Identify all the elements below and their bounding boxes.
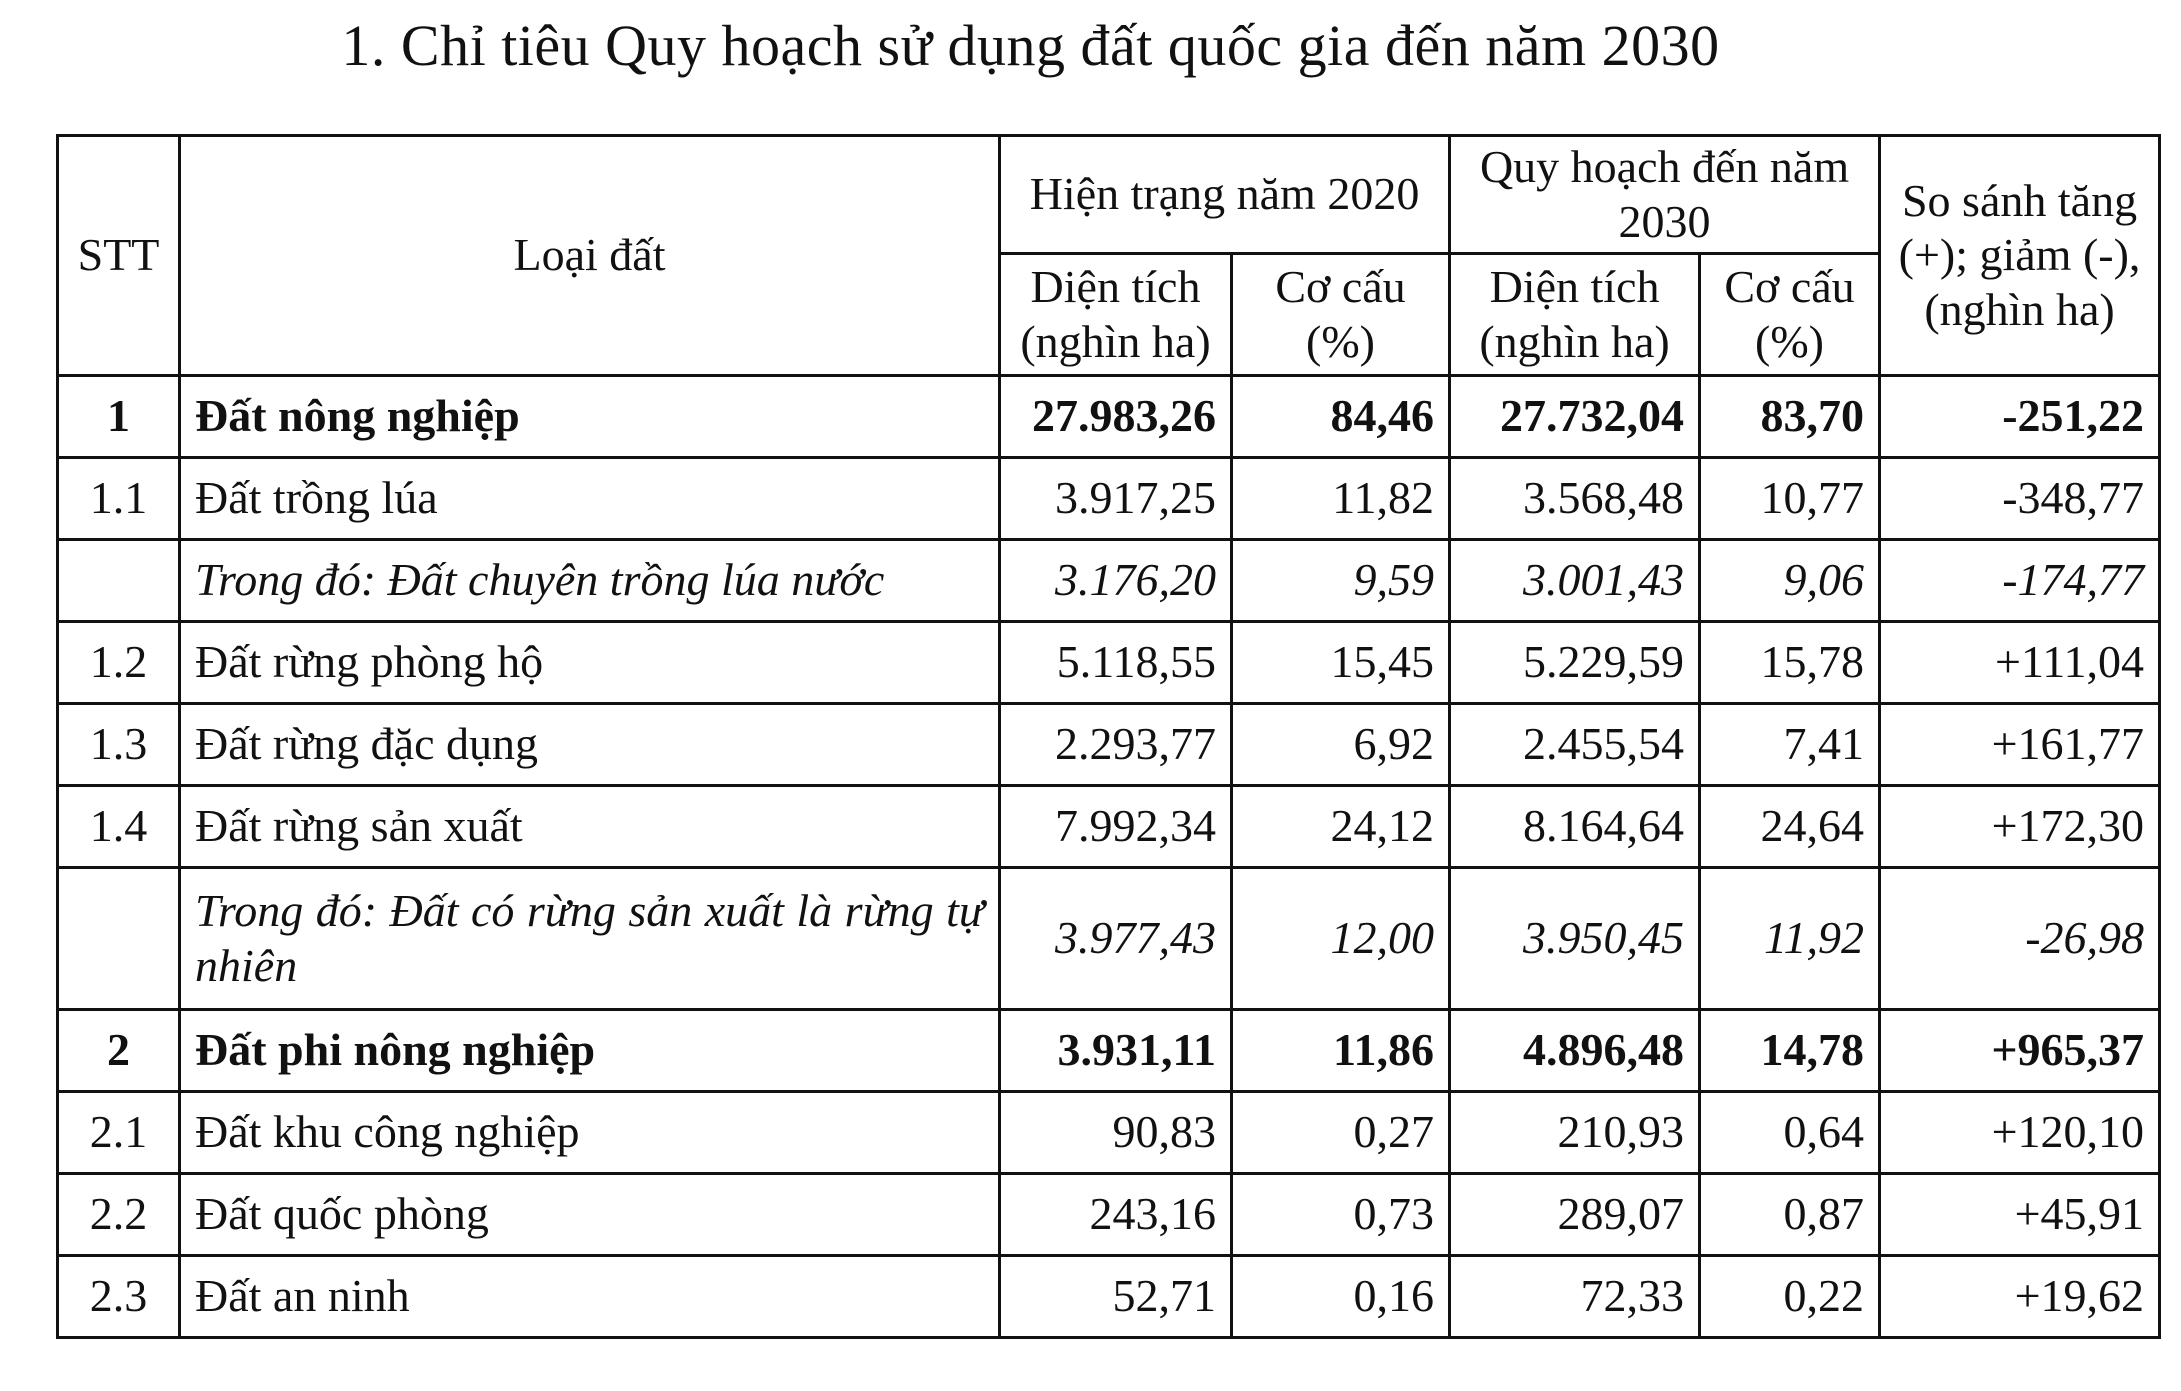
- row-structure-2030: 11,92: [1700, 868, 1880, 1010]
- row-area-2020: 243,16: [1000, 1174, 1232, 1256]
- row-structure-2030: 9,06: [1700, 540, 1880, 622]
- header-compare: So sánh tăng (+); giảm (-), (nghìn ha): [1880, 136, 2160, 376]
- row-change: +45,91: [1880, 1174, 2160, 1256]
- row-area-2020: 3.176,20: [1000, 540, 1232, 622]
- row-area-2030: 2.455,54: [1450, 704, 1700, 786]
- row-change: +161,77: [1880, 704, 2160, 786]
- row-stt: 1: [58, 376, 180, 458]
- header-area-2020: Diện tích (nghìn ha): [1000, 254, 1232, 376]
- row-structure-2020: 12,00: [1232, 868, 1450, 1010]
- row-structure-2020: 0,27: [1232, 1092, 1450, 1174]
- row-change: -348,77: [1880, 458, 2160, 540]
- table-row: [58, 704, 2160, 786]
- row-area-2020: 3.917,25: [1000, 458, 1232, 540]
- row-area-2030: 72,33: [1450, 1256, 1700, 1338]
- row-structure-2030: 7,41: [1700, 704, 1880, 786]
- document-title: [0, 12, 2181, 79]
- row-land-type: Đất rừng đặc dụng: [180, 704, 1000, 786]
- header-current-2020: Hiện trạng năm 2020: [1000, 136, 1450, 254]
- row-area-2020: 52,71: [1000, 1256, 1232, 1338]
- row-stt: 1.2: [58, 622, 180, 704]
- row-land-type: Đất khu công nghiệp: [180, 1092, 1000, 1174]
- row-structure-2030: 10,77: [1700, 458, 1880, 540]
- row-stt: 1.4: [58, 786, 180, 868]
- row-area-2030: 5.229,59: [1450, 622, 1700, 704]
- row-structure-2020: 0,16: [1232, 1256, 1450, 1338]
- row-structure-2020: 9,59: [1232, 540, 1450, 622]
- row-land-type: Đất phi nông nghiệp: [180, 1010, 1000, 1092]
- row-area-2020: 27.983,26: [1000, 376, 1232, 458]
- row-stt: 2.3: [58, 1256, 180, 1338]
- row-change: -174,77: [1880, 540, 2160, 622]
- table-row: [58, 1174, 2160, 1256]
- row-structure-2030: 0,64: [1700, 1092, 1880, 1174]
- table-row: [58, 376, 2160, 458]
- row-area-2020: 7.992,34: [1000, 786, 1232, 868]
- row-stt: 2.2: [58, 1174, 180, 1256]
- row-land-type: Đất trồng lúa: [180, 458, 1000, 540]
- row-structure-2020: 15,45: [1232, 622, 1450, 704]
- header-stt: STT: [58, 136, 180, 376]
- row-structure-2020: 6,92: [1232, 704, 1450, 786]
- row-structure-2020: 11,86: [1232, 1010, 1450, 1092]
- row-area-2020: 3.977,43: [1000, 868, 1232, 1010]
- row-land-type: Đất rừng sản xuất: [180, 786, 1000, 868]
- row-change: -26,98: [1880, 868, 2160, 1010]
- header-land-type: Loại đất: [180, 136, 1000, 376]
- row-stt: 2.1: [58, 1092, 180, 1174]
- table-row: [58, 786, 2160, 868]
- row-structure-2020: 11,82: [1232, 458, 1450, 540]
- row-area-2030: 210,93: [1450, 1092, 1700, 1174]
- row-change: +120,10: [1880, 1092, 2160, 1174]
- row-stt: 1.1: [58, 458, 180, 540]
- table-row: [58, 540, 2160, 622]
- row-structure-2030: 15,78: [1700, 622, 1880, 704]
- row-area-2020: 2.293,77: [1000, 704, 1232, 786]
- row-area-2030: 27.732,04: [1450, 376, 1700, 458]
- header-plan-2030: Quy hoạch đến năm 2030: [1450, 136, 1880, 254]
- header-structure-2020: Cơ cấu (%): [1232, 254, 1450, 376]
- header-row-top: [58, 136, 2160, 254]
- row-area-2030: 3.001,43: [1450, 540, 1700, 622]
- row-land-type: Đất nông nghiệp: [180, 376, 1000, 458]
- row-area-2030: 3.950,45: [1450, 868, 1700, 1010]
- row-stt: [58, 868, 180, 1010]
- row-change: -251,22: [1880, 376, 2160, 458]
- row-land-type: Trong đó: Đất chuyên trồng lúa nước: [180, 540, 1000, 622]
- row-area-2030: 4.896,48: [1450, 1010, 1700, 1092]
- row-stt: [58, 540, 180, 622]
- row-area-2030: 8.164,64: [1450, 786, 1700, 868]
- row-structure-2020: 24,12: [1232, 786, 1450, 868]
- header-area-2030: Diện tích (nghìn ha): [1450, 254, 1700, 376]
- table-row: [58, 1256, 2160, 1338]
- row-land-type: Đất rừng phòng hộ: [180, 622, 1000, 704]
- table-row: [58, 458, 2160, 540]
- row-structure-2030: 83,70: [1700, 376, 1880, 458]
- row-area-2030: 289,07: [1450, 1174, 1700, 1256]
- row-structure-2030: 14,78: [1700, 1010, 1880, 1092]
- row-stt: 1.3: [58, 704, 180, 786]
- row-area-2020: 5.118,55: [1000, 622, 1232, 704]
- row-structure-2030: 24,64: [1700, 786, 1880, 868]
- row-structure-2020: 0,73: [1232, 1174, 1450, 1256]
- row-structure-2030: 0,22: [1700, 1256, 1880, 1338]
- row-land-type: Trong đó: Đất có rừng sản xuất là rừng tự nhiên: [180, 868, 1000, 1010]
- header-structure-2030: Cơ cấu (%): [1700, 254, 1880, 376]
- document-title-text: 1. Chỉ tiêu Quy hoạch sử dụng đất quốc gia đến năm 2030: [341, 13, 1720, 78]
- row-area-2030: 3.568,48: [1450, 458, 1700, 540]
- row-area-2020: 90,83: [1000, 1092, 1232, 1174]
- row-land-type: Đất quốc phòng: [180, 1174, 1000, 1256]
- row-area-2020: 3.931,11: [1000, 1010, 1232, 1092]
- row-stt: 2: [58, 1010, 180, 1092]
- row-structure-2030: 0,87: [1700, 1174, 1880, 1256]
- table-row: [58, 868, 2160, 1010]
- row-change: +965,37: [1880, 1010, 2160, 1092]
- row-change: +19,62: [1880, 1256, 2160, 1338]
- row-change: +172,30: [1880, 786, 2160, 868]
- table-row: [58, 1010, 2160, 1092]
- table-row: [58, 1092, 2160, 1174]
- table-row: [58, 622, 2160, 704]
- land-use-table: [56, 134, 2161, 1339]
- row-change: +111,04: [1880, 622, 2160, 704]
- row-land-type: Đất an ninh: [180, 1256, 1000, 1338]
- row-structure-2020: 84,46: [1232, 376, 1450, 458]
